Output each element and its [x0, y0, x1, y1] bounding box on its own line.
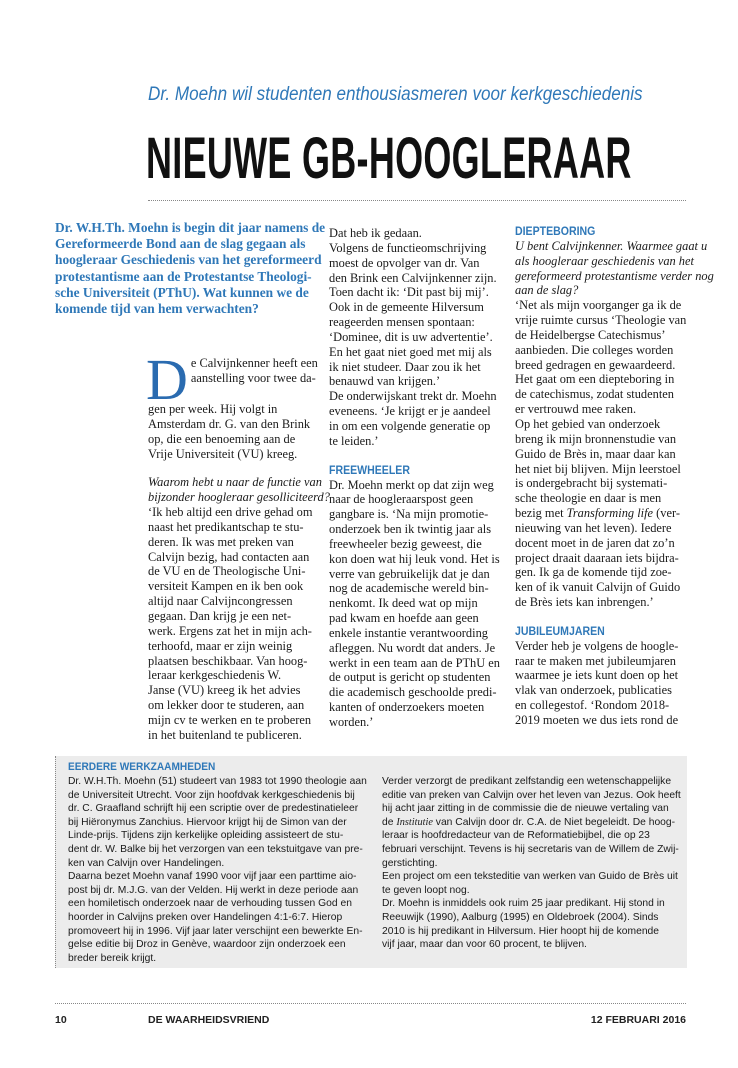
sidebar-right-text [382, 775, 681, 952]
answer-paragraph: ‘Ik heb altijd een drive gehad om naast het predikantschap te stu- deren. Ik was met preken van Calvijn bezig, had contacten aan de VU en de Theologische Uni- versiteit Kampen en ik ben ook altijd naar Calvijncongressen gegaan. Dan krijg je een net- werk. Ergens zat het in mijn ach- terhoofd, maar er zijn weinig plaatsen beschikbaar. Van hoog- leraar kerkgeschiedenis W. Janse (VU) kreeg ik het advies om lekker door te studeren, aan mijn cv te werken en te proberen in het buitenland te publiceren. [148, 505, 313, 742]
text: bezig met [515, 506, 567, 521]
column-1 [146, 347, 330, 743]
paragraph: ‘Net als mijn voorganger ga ik de vrije ruimte cursus ‘Theologie van de Heidelbergse Catechismus’ aanbieden. Die colleges worden breed gedragen en gewaardeerd. Het gaat om een diepteboring in de catechismus, zodat studenten er vertrouwd mee raken. Op het gebied van onderzoek breng ik mijn bronnenstudie van Guido de Brès in, maar daar kan het niet bij blijven. Mijn leerstoel is ondergebracht bij systemati- sche theologie en daar is men [515, 298, 687, 506]
column-2 [329, 226, 503, 730]
sidebar-heading: EERDERE WERKZAAMHEDEN [68, 761, 216, 773]
paragraph: nieuwing van het leven). Iedere docent moet in de jaren dat zo’n project draait daaraan iets bijdra- gen. Ik ga de komende tijd zoe- ken of ik vanuit Calvijn of Guido de Brès iets kan inbrengen.’ [515, 520, 681, 610]
column-3 [515, 224, 714, 728]
title-divider [148, 200, 686, 201]
section-heading-freewheeler: FREEWHEELER [329, 462, 410, 477]
interview-question: Waarom hebt u naar de functie van bijzonder hoogleraar gesolliciteerd? [148, 475, 330, 505]
article-intro: Dr. W.H.Th. Moehn is begin dit jaar namens de Gereformeerde Bond aan de slag gegaan als hoogleraar Geschiedenis van het gereformeerd protestantisme aan de Protestantse Theologi- sche Universiteit (PThU). Wat kunnen we de komende tijd van hem verwachten? [55, 220, 326, 317]
text: Verder verzorgt de predikant zelfstandig een wetenschappelijke editie van preken van Calvijn over het leven van Jezus. Ook heeft hij acht jaar zitting in de commissie die de nieuwe vertaling van [382, 776, 681, 815]
paragraph-line [515, 506, 690, 521]
section-heading-jubileumjaren: JUBILEUMJAREN [515, 623, 605, 638]
sidebar-left-text: Dr. W.H.Th. Moehn (51) studeert van 1983 tot 1990 theologie aan de Universiteit Utrecht. Voor zijn hoofdvak kerkgeschiedenis bij dr. C. Graafland schrijft hij een scriptie over de predestinatieleer bij Hiëronymus Zanchius. Hiervoor krijgt hij de Simon van der Linde-prijs. Tijdens zijn kerkelijke opleiding assisteert de stu- dent dr. W. Balke bij het verzorgen van een tekstuitgave van pre- ken van Calvijn over Handelingen. Daarna bezet Moehn vanaf 1990 voor vijf jaar een parttime aio- post bij dr. M.J.G. van der Velden. Hij werkt in deze periode aan een homiletisch onderzoek naar de verhouding tussen God en hoorder in Calvijns preken over Handelingen 4:1-6:7. Hierop promoveert hij in 1996. Vijf jaar later verschijnt een bewerkte En- gelse editie bij Droz in Genève, waardoor zijn onderzoek een breder bereik krijgt. [68, 776, 367, 964]
opening-paragraph: e Calvijnkenner heeft een aanstelling voor twee da- gen per week. Hij volgt in Amsterdam dr. G. van den Brink op, die een benoeming aan de Vrije Universiteit (VU) kreeg. [148, 356, 318, 461]
publication-name: DE WAARHEIDSVRIEND [148, 1014, 270, 1026]
text: (ver- [653, 506, 680, 521]
footer-divider [55, 1003, 686, 1004]
text: leraar is hoofdredacteur van de Reformatiebijbel, die op 23 februari verschijnt. Tevens is hij secretaris van de Willem de Zwij- gerstichting. Een project om een teksteditie van werken van Guido de Brès uit te geven loopt nog. Dr. Moehn is inmiddels ook ruim 25 jaar predikant. Hij stond in Reeuwijk (1990), Aalburg (1995) en Oldebroek (2004). Sinds 2010 is hij predikant in Hilversum. Hier hoopt hij de komende vijf jaar, maar dan voor 60 procent, te blijven. [382, 830, 679, 951]
paragraph: Dat heb ik gedaan. Volgens de functieomschrijving moest de opvolger van dr. Van den Brink een Calvijnkenner zijn. Toen dacht ik: ‘Dit past bij mij’. Ook in de gemeente Hilversum reageerden mensen spontaan: ‘Dominee, dit is uw advertentie’. En het gaat niet goed met mij als ik niet studeer. Daar zou ik het benauwd van krijgen.’ De onderwijskant trekt dr. Moehn eveneens. ‘Je krijgt er je aandeel in om een volgende generatie op te leiden.’ [329, 226, 497, 448]
page-number: 10 [55, 1014, 67, 1026]
italic-title: Transforming life [566, 506, 654, 521]
issue-date: 12 FEBRUARI 2016 [590, 1014, 686, 1026]
text: van Calvijn door dr. C.A. de Niet begeleidt. De hoog- [432, 816, 676, 828]
italic-title: Institutie [396, 816, 433, 828]
paragraph: Dr. Moehn merkt op dat zijn weg naar de hoogleraarspost geen gangbare is. ‘Na mijn promotie- onderzoek ben ik twintig jaar als freewheeler bezig geweest, die kon doen wat hij leuk vond. Het is verre van gebruikelijk dat je dan nog de academische wereld bin- nenkomt. Ik deed wat op mijn pad kwam en hoefde aan geen enkele instantie verantwoording afleggen. Nu wordt dat anders. Je werkt in een team aan de PThU en de output is gericht op studenten die academisch geschoolde predi- kanten of onderzoekers moeten worden.’ [329, 477, 500, 729]
sidebar-box [55, 756, 687, 968]
drop-cap: D [146, 347, 188, 412]
text: de [382, 816, 397, 828]
section-heading-diepteboring: DIEPTEBORING [515, 224, 596, 238]
interview-question: U bent Calvijnkenner. Waarmee gaat u als hoogleraar geschiedenis van het gereformeerd protestantisme verder nog aan de slag? [515, 238, 714, 298]
article-title: NIEUWE GB-HOOGLERAAR [146, 126, 632, 191]
article-subtitle: Dr. Moehn wil studenten enthousiasmeren voor kerkgeschiedenis [148, 84, 643, 105]
paragraph: Verder heb je volgens de hoogle- raar te maken met jubileumjaren waarmee je iets kunt doen op het vlak van onderzoek, publicaties en collegestof. ‘Rondom 2018- 2019 moeten we dus iets rond de [515, 638, 679, 727]
